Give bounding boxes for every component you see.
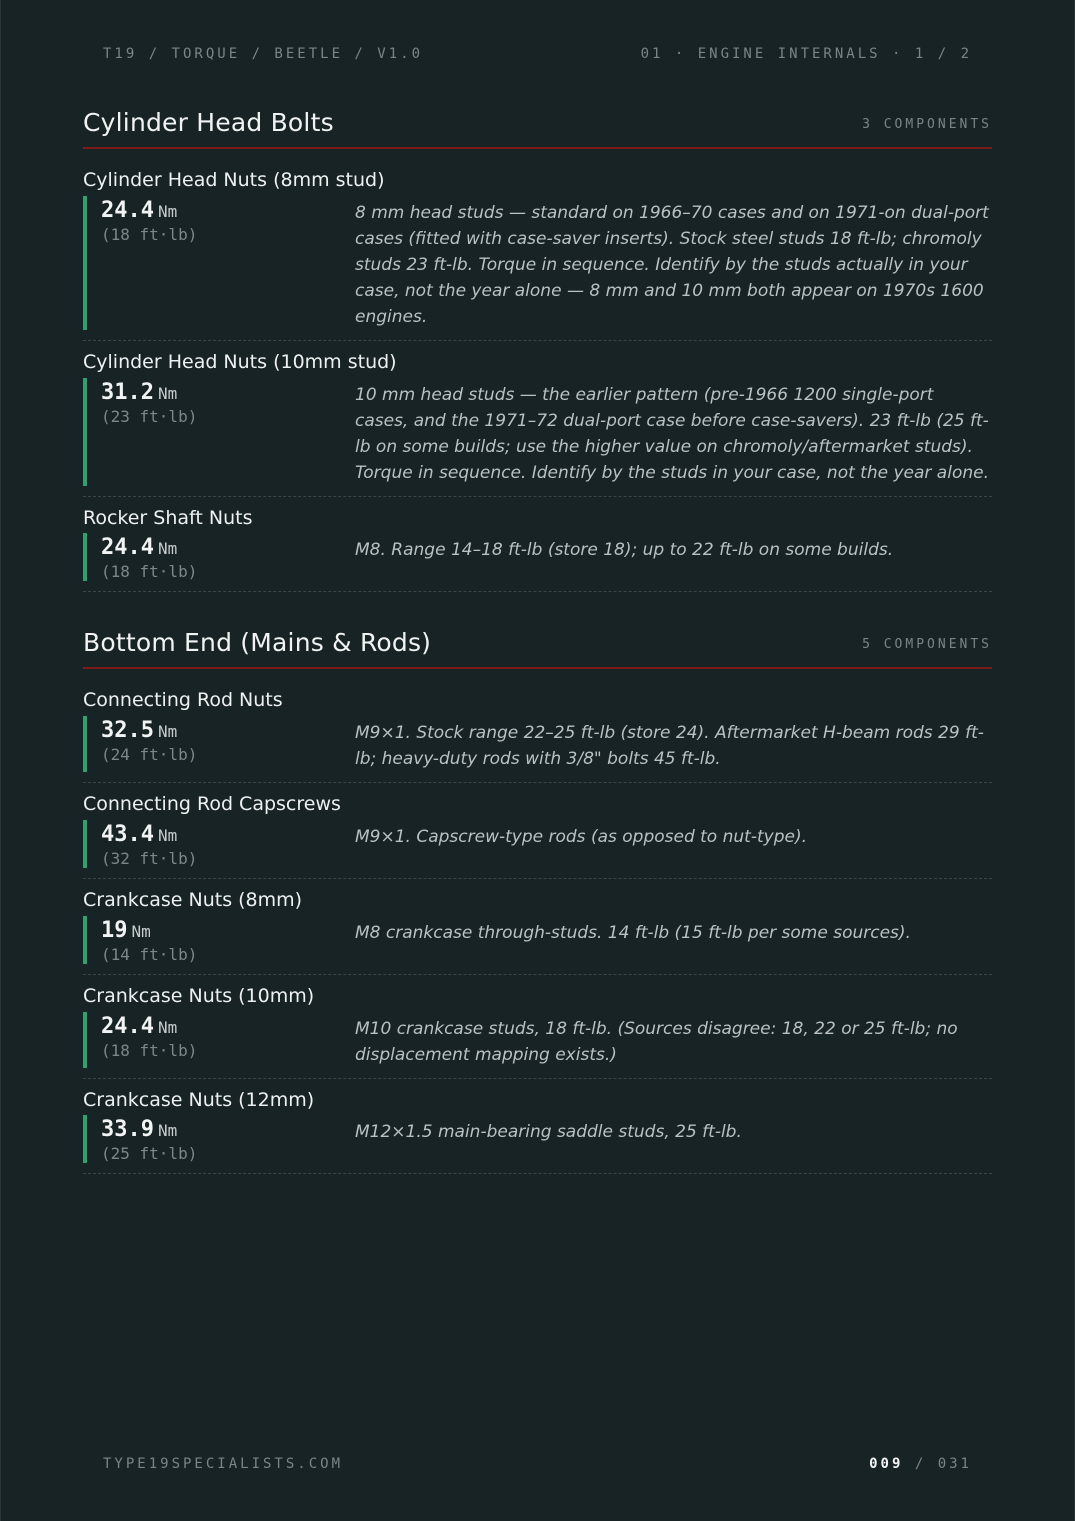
torque-nm: 43.4 — [101, 821, 154, 847]
component-note: M8. Range 14–18 ft-lb (store 18); up to 22 ft-lb on some builds. — [355, 540, 894, 561]
component-count: 3 COMPONENTS — [862, 117, 992, 132]
torque-nm: 19 — [101, 917, 128, 943]
component-name: Cylinder Head Nuts (10mm stud) — [83, 350, 397, 373]
torque-unit: Nm — [157, 383, 178, 403]
section-cylinder-head — [83, 108, 992, 592]
torque-nm: 24.4 — [101, 535, 154, 561]
component-name: Connecting Rod Capscrews — [83, 793, 341, 816]
page-content — [83, 108, 992, 1184]
page-number — [869, 1456, 972, 1472]
torque-ftlb: (32 ft·lb) — [101, 848, 198, 868]
torque-value-block — [83, 1012, 355, 1068]
torque-value-block — [83, 916, 355, 964]
site-link[interactable]: TYPE19SPECIALISTS.COM — [103, 1456, 344, 1472]
section-header — [83, 628, 992, 669]
torque-unit: Nm — [157, 1121, 178, 1141]
component-name: Rocker Shaft Nuts — [83, 506, 253, 529]
component-note: M12×1.5 main-bearing saddle studs, 25 ft-lb. — [355, 1122, 742, 1143]
torque-ftlb: (24 ft·lb) — [101, 745, 198, 765]
page-separator: / — [914, 1456, 927, 1472]
torque-nm: 31.2 — [101, 379, 154, 405]
torque-ftlb: (18 ft·lb) — [101, 562, 198, 582]
page-current: 009 — [869, 1456, 904, 1472]
torque-ftlb: (23 ft·lb) — [101, 406, 198, 426]
component-count: 5 COMPONENTS — [862, 637, 992, 653]
component-name: Crankcase Nuts (8mm) — [83, 888, 303, 911]
torque-item — [83, 985, 992, 1079]
component-note: M9×1. Capscrew-type rods (as opposed to nut-type). — [355, 826, 807, 847]
torque-value-block — [83, 196, 355, 330]
torque-ftlb: (14 ft·lb) — [101, 944, 198, 964]
component-name: Cylinder Head Nuts (8mm stud) — [83, 169, 385, 191]
torque-unit: Nm — [157, 825, 178, 845]
section-header — [83, 108, 992, 149]
section-title: Bottom End (Mains & Rods) — [83, 628, 432, 658]
torque-unit: Nm — [157, 539, 178, 559]
torque-value-block — [83, 378, 355, 486]
torque-nm: 24.4 — [101, 1013, 154, 1039]
torque-unit: Nm — [131, 921, 151, 941]
torque-nm: 32.5 — [101, 718, 154, 744]
component-name: Crankcase Nuts (12mm) — [83, 1088, 315, 1111]
torque-unit: Nm — [157, 1017, 178, 1037]
chapter-indicator: 01 · ENGINE INTERNALS · 1 / 2 — [640, 46, 972, 62]
torque-item — [83, 889, 992, 975]
torque-value-block — [83, 716, 355, 772]
torque-item — [83, 1089, 992, 1175]
torque-nm: 24.4 — [101, 197, 154, 223]
component-note: 8 mm head studs — standard on 1966–70 cases and on 1971-on dual-port cases (fitted with case-saver inserts). Stock steel studs 18 ft-lb; chromoly studs 23 ft-lb. Torque in sequence. Identify by the studs actually in your case, not the year alone — 8 mm and 10 mm both appear on 1970s 1600 engines. — [355, 202, 989, 327]
torque-ftlb: (18 ft·lb) — [101, 224, 198, 244]
component-note: M8 crankcase through-studs. 14 ft-lb (15 ft-lb per some sources). — [355, 922, 911, 943]
torque-item — [83, 689, 992, 783]
torque-item — [83, 169, 992, 341]
component-name: Connecting Rod Nuts — [83, 689, 283, 712]
torque-ftlb: (18 ft·lb) — [101, 1040, 198, 1060]
torque-ftlb: (25 ft·lb) — [101, 1144, 198, 1164]
component-note: 10 mm head studs — the earlier pattern (pre-1966 1200 single-port cases, and the 1971–72 dual-port case before case-savers). 23 ft-lb (25 ft-lb on some builds; use the higher value on chromoly/aftermarket studs). Torque in sequence. Identify by the studs in your case, not the year alone. — [355, 384, 989, 483]
page-footer — [103, 1456, 972, 1472]
torque-value-block — [83, 533, 355, 581]
torque-unit: Nm — [157, 722, 178, 742]
component-name: Crankcase Nuts (10mm) — [83, 984, 315, 1007]
breadcrumb: T19 / TORQUE / BEETLE / V1.0 — [103, 46, 424, 62]
section-title: Cylinder Head Bolts — [83, 108, 334, 137]
torque-value-block — [83, 820, 355, 868]
component-note: M9×1. Stock range 22–25 ft-lb (store 24). Aftermarket H-beam rods 29 ft-lb; heavy-duty rods with 3/8" bolts 45 ft-lb. — [355, 723, 984, 770]
section-bottom-end — [83, 628, 992, 1174]
torque-item — [83, 351, 992, 497]
torque-unit: Nm — [157, 201, 178, 221]
page-header — [103, 46, 972, 62]
torque-nm: 33.9 — [101, 1117, 154, 1143]
component-note: M10 crankcase studs, 18 ft-lb. (Sources disagree: 18, 22 or 25 ft-lb; no displacement mapping exists.) — [355, 1018, 958, 1065]
page-total: 031 — [937, 1456, 972, 1472]
torque-item — [83, 793, 992, 879]
torque-item — [83, 507, 992, 593]
torque-value-block — [83, 1115, 355, 1163]
